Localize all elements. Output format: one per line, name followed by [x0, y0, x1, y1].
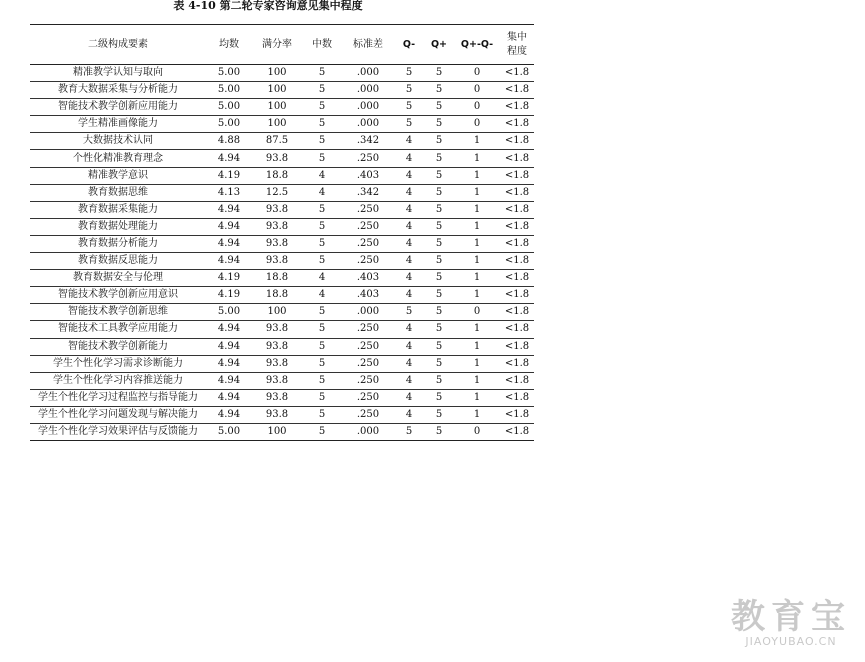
watermark-logo-text: 教育宝 [731, 597, 851, 637]
table-body [30, 65, 534, 441]
table-row [30, 150, 534, 167]
full-score-rate-cell: 93.8 [252, 355, 302, 372]
mean-cell: 5.00 [206, 99, 252, 116]
q-minus-cell: 5 [394, 65, 424, 82]
q-plus-cell: 5 [424, 253, 454, 270]
median-cell: 5 [302, 235, 342, 252]
full-score-rate-cell: 18.8 [252, 270, 302, 287]
full-score-rate-cell: 93.8 [252, 389, 302, 406]
q-plus-cell: 5 [424, 270, 454, 287]
header-mean: 均数 [206, 25, 252, 65]
concentration-cell: <1.8 [500, 338, 534, 355]
iqr-cell: 0 [454, 99, 500, 116]
iqr-cell: 0 [454, 116, 500, 133]
q-minus-cell: 4 [394, 389, 424, 406]
concentration-cell: <1.8 [500, 99, 534, 116]
concentration-cell: <1.8 [500, 406, 534, 423]
element-cell: 教育数据分析能力 [30, 235, 206, 252]
table-row [30, 184, 534, 201]
table-row [30, 116, 534, 133]
mean-cell: 4.13 [206, 184, 252, 201]
table-row [30, 321, 534, 338]
table-row [30, 82, 534, 99]
concentration-cell: <1.8 [500, 287, 534, 304]
iqr-cell: 1 [454, 184, 500, 201]
median-cell: 5 [302, 253, 342, 270]
concentration-cell: <1.8 [500, 372, 534, 389]
q-plus-cell: 5 [424, 287, 454, 304]
iqr-cell: 1 [454, 372, 500, 389]
median-cell: 5 [302, 406, 342, 423]
q-minus-cell: 4 [394, 253, 424, 270]
element-cell: 教育数据思维 [30, 184, 206, 201]
mean-cell: 4.19 [206, 287, 252, 304]
table-caption: 表 4-10 第二轮专家咨询意见集中程度 [173, 0, 363, 12]
median-cell: 5 [302, 133, 342, 150]
iqr-cell: 1 [454, 150, 500, 167]
element-cell: 智能技术教学创新思维 [30, 304, 206, 321]
table-row [30, 406, 534, 423]
table-row [30, 304, 534, 321]
table-row [30, 201, 534, 218]
table-row [30, 355, 534, 372]
mean-cell: 4.19 [206, 167, 252, 184]
concentration-cell: <1.8 [500, 150, 534, 167]
median-cell: 5 [302, 65, 342, 82]
q-minus-cell: 5 [394, 304, 424, 321]
iqr-cell: 1 [454, 287, 500, 304]
table-row [30, 253, 534, 270]
full-score-rate-cell: 100 [252, 116, 302, 133]
concentration-cell: <1.8 [500, 133, 534, 150]
iqr-cell: 1 [454, 406, 500, 423]
concentration-cell: <1.8 [500, 423, 534, 440]
iqr-cell: 1 [454, 253, 500, 270]
median-cell: 5 [302, 201, 342, 218]
full-score-rate-cell: 93.8 [252, 321, 302, 338]
full-score-rate-cell: 93.8 [252, 253, 302, 270]
median-cell: 4 [302, 167, 342, 184]
full-score-rate-cell: 18.8 [252, 287, 302, 304]
median-cell: 4 [302, 287, 342, 304]
q-plus-cell: 5 [424, 99, 454, 116]
mean-cell: 4.94 [206, 406, 252, 423]
concentration-cell: <1.8 [500, 389, 534, 406]
q-minus-cell: 4 [394, 270, 424, 287]
iqr-cell: 1 [454, 389, 500, 406]
mean-cell: 4.94 [206, 321, 252, 338]
element-cell: 智能技术教学创新应用能力 [30, 99, 206, 116]
iqr-cell: 0 [454, 65, 500, 82]
q-minus-cell: 4 [394, 218, 424, 235]
q-minus-cell: 4 [394, 355, 424, 372]
q-plus-cell: 5 [424, 150, 454, 167]
full-score-rate-cell: 93.8 [252, 218, 302, 235]
table-row [30, 372, 534, 389]
std-cell: .250 [342, 253, 394, 270]
q-plus-cell: 5 [424, 304, 454, 321]
element-cell: 教育大数据采集与分析能力 [30, 82, 206, 99]
element-cell: 智能技术工具教学应用能力 [30, 321, 206, 338]
q-plus-cell: 5 [424, 167, 454, 184]
iqr-cell: 0 [454, 304, 500, 321]
full-score-rate-cell: 12.5 [252, 184, 302, 201]
std-cell: .403 [342, 287, 394, 304]
mean-cell: 5.00 [206, 116, 252, 133]
element-cell: 学生个性化学习过程监控与指导能力 [30, 389, 206, 406]
full-score-rate-cell: 100 [252, 82, 302, 99]
concentration-cell: <1.8 [500, 82, 534, 99]
header-median: 中数 [302, 25, 342, 65]
concentration-cell: <1.8 [500, 65, 534, 82]
q-minus-cell: 5 [394, 99, 424, 116]
q-minus-cell: 5 [394, 423, 424, 440]
full-score-rate-cell: 18.8 [252, 167, 302, 184]
full-score-rate-cell: 100 [252, 65, 302, 82]
q-plus-cell: 5 [424, 406, 454, 423]
header-concentration-line1: 集中 [507, 31, 527, 43]
std-cell: .000 [342, 304, 394, 321]
mean-cell: 4.94 [206, 338, 252, 355]
mean-cell: 4.94 [206, 150, 252, 167]
q-minus-cell: 4 [394, 338, 424, 355]
q-minus-cell: 4 [394, 406, 424, 423]
std-cell: .000 [342, 423, 394, 440]
header-concentration-line2: 程度 [507, 45, 527, 57]
mean-cell: 4.94 [206, 235, 252, 252]
std-cell: .342 [342, 184, 394, 201]
full-score-rate-cell: 93.8 [252, 235, 302, 252]
std-cell: .250 [342, 235, 394, 252]
median-cell: 5 [302, 389, 342, 406]
concentration-cell: <1.8 [500, 355, 534, 372]
concentration-cell: <1.8 [500, 321, 534, 338]
q-minus-cell: 4 [394, 372, 424, 389]
std-cell: .250 [342, 355, 394, 372]
q-minus-cell: 4 [394, 287, 424, 304]
concentration-cell: <1.8 [500, 184, 534, 201]
median-cell: 5 [302, 355, 342, 372]
mean-cell: 4.94 [206, 389, 252, 406]
table-row [30, 133, 534, 150]
element-cell: 教育数据处理能力 [30, 218, 206, 235]
median-cell: 4 [302, 270, 342, 287]
std-cell: .000 [342, 99, 394, 116]
q-minus-cell: 4 [394, 201, 424, 218]
full-score-rate-cell: 93.8 [252, 372, 302, 389]
std-cell: .403 [342, 270, 394, 287]
element-cell: 教育数据安全与伦理 [30, 270, 206, 287]
watermark-logo [731, 598, 851, 648]
std-cell: .000 [342, 116, 394, 133]
concentration-cell: <1.8 [500, 304, 534, 321]
full-score-rate-cell: 100 [252, 304, 302, 321]
iqr-cell: 1 [454, 321, 500, 338]
median-cell: 5 [302, 338, 342, 355]
q-plus-cell: 5 [424, 218, 454, 235]
q-plus-cell: 5 [424, 372, 454, 389]
q-plus-cell: 5 [424, 338, 454, 355]
header-q-plus: Q+ [424, 25, 454, 65]
mean-cell: 4.94 [206, 372, 252, 389]
element-cell: 学生个性化学习问题发现与解决能力 [30, 406, 206, 423]
concentration-cell: <1.8 [500, 235, 534, 252]
std-cell: .342 [342, 133, 394, 150]
concentration-cell: <1.8 [500, 253, 534, 270]
full-score-rate-cell: 93.8 [252, 201, 302, 218]
std-cell: .250 [342, 338, 394, 355]
iqr-cell: 1 [454, 218, 500, 235]
iqr-cell: 0 [454, 82, 500, 99]
table-row [30, 167, 534, 184]
watermark-url: JIAOYUBAO.CN [745, 635, 837, 648]
iqr-cell: 1 [454, 167, 500, 184]
concentration-cell: <1.8 [500, 218, 534, 235]
mean-cell: 4.94 [206, 218, 252, 235]
table-row [30, 338, 534, 355]
std-cell: .000 [342, 82, 394, 99]
concentration-cell: <1.8 [500, 270, 534, 287]
table-row [30, 65, 534, 82]
q-plus-cell: 5 [424, 133, 454, 150]
q-plus-cell: 5 [424, 201, 454, 218]
q-minus-cell: 4 [394, 133, 424, 150]
element-cell: 教育数据反思能力 [30, 253, 206, 270]
concentration-cell: <1.8 [500, 167, 534, 184]
full-score-rate-cell: 93.8 [252, 406, 302, 423]
element-cell: 大数据技术认同 [30, 133, 206, 150]
median-cell: 5 [302, 82, 342, 99]
table-row [30, 235, 534, 252]
full-score-rate-cell: 87.5 [252, 133, 302, 150]
mean-cell: 5.00 [206, 423, 252, 440]
element-cell: 学生个性化学习需求诊断能力 [30, 355, 206, 372]
element-cell: 精准教学意识 [30, 167, 206, 184]
table-row [30, 423, 534, 440]
q-minus-cell: 4 [394, 321, 424, 338]
median-cell: 5 [302, 423, 342, 440]
element-cell: 教育数据采集能力 [30, 201, 206, 218]
header-full-score-rate: 满分率 [252, 25, 302, 65]
q-minus-cell: 4 [394, 184, 424, 201]
std-cell: .403 [342, 167, 394, 184]
median-cell: 4 [302, 184, 342, 201]
q-minus-cell: 4 [394, 150, 424, 167]
element-cell: 智能技术教学创新能力 [30, 338, 206, 355]
mean-cell: 4.94 [206, 253, 252, 270]
q-minus-cell: 5 [394, 82, 424, 99]
mean-cell: 4.88 [206, 133, 252, 150]
iqr-cell: 1 [454, 235, 500, 252]
q-plus-cell: 5 [424, 65, 454, 82]
full-score-rate-cell: 93.8 [252, 150, 302, 167]
median-cell: 5 [302, 304, 342, 321]
q-plus-cell: 5 [424, 321, 454, 338]
element-cell: 学生个性化学习内容推送能力 [30, 372, 206, 389]
mean-cell: 5.00 [206, 65, 252, 82]
full-score-rate-cell: 100 [252, 423, 302, 440]
iqr-cell: 1 [454, 338, 500, 355]
std-cell: .250 [342, 372, 394, 389]
median-cell: 5 [302, 372, 342, 389]
mean-cell: 4.19 [206, 270, 252, 287]
header-iqr: Q+-Q- [454, 25, 500, 65]
table-row [30, 287, 534, 304]
std-cell: .250 [342, 406, 394, 423]
table-row [30, 99, 534, 116]
header-concentration [500, 25, 534, 65]
q-minus-cell: 4 [394, 167, 424, 184]
q-plus-cell: 5 [424, 184, 454, 201]
concentration-cell: <1.8 [500, 201, 534, 218]
q-plus-cell: 5 [424, 82, 454, 99]
element-cell: 个性化精准教育理念 [30, 150, 206, 167]
median-cell: 5 [302, 150, 342, 167]
iqr-cell: 1 [454, 201, 500, 218]
std-cell: .250 [342, 321, 394, 338]
median-cell: 5 [302, 99, 342, 116]
header-q-minus: Q- [394, 25, 424, 65]
header-std: 标准差 [342, 25, 394, 65]
mean-cell: 4.94 [206, 355, 252, 372]
q-minus-cell: 4 [394, 235, 424, 252]
q-minus-cell: 5 [394, 116, 424, 133]
mean-cell: 5.00 [206, 304, 252, 321]
q-plus-cell: 5 [424, 355, 454, 372]
iqr-cell: 0 [454, 423, 500, 440]
iqr-cell: 1 [454, 270, 500, 287]
table-row [30, 270, 534, 287]
iqr-cell: 1 [454, 355, 500, 372]
element-cell: 智能技术教学创新应用意识 [30, 287, 206, 304]
full-score-rate-cell: 93.8 [252, 338, 302, 355]
iqr-cell: 1 [454, 133, 500, 150]
element-cell: 精准教学认知与取向 [30, 65, 206, 82]
table-row [30, 389, 534, 406]
concentration-table [30, 24, 534, 441]
median-cell: 5 [302, 116, 342, 133]
header-element: 二级构成要素 [30, 25, 206, 65]
q-plus-cell: 5 [424, 423, 454, 440]
mean-cell: 5.00 [206, 82, 252, 99]
std-cell: .250 [342, 218, 394, 235]
table-header-row [30, 25, 534, 65]
std-cell: .000 [342, 65, 394, 82]
std-cell: .250 [342, 150, 394, 167]
median-cell: 5 [302, 218, 342, 235]
q-plus-cell: 5 [424, 116, 454, 133]
median-cell: 5 [302, 321, 342, 338]
q-plus-cell: 5 [424, 389, 454, 406]
element-cell: 学生个性化学习效果评估与反馈能力 [30, 423, 206, 440]
table-row [30, 218, 534, 235]
std-cell: .250 [342, 389, 394, 406]
full-score-rate-cell: 100 [252, 99, 302, 116]
q-plus-cell: 5 [424, 235, 454, 252]
element-cell: 学生精准画像能力 [30, 116, 206, 133]
mean-cell: 4.94 [206, 201, 252, 218]
concentration-cell: <1.8 [500, 116, 534, 133]
std-cell: .250 [342, 201, 394, 218]
